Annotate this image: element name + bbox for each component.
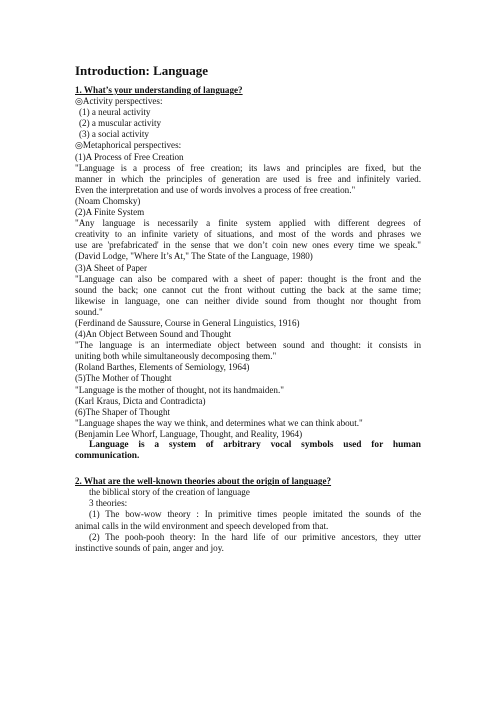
section-spacer [75,462,421,476]
quote-line: likewise in language, one can neither divide sound from thought nor thought from [75,295,421,306]
theory-count: 3 theories: [89,498,128,509]
quote-source: (Roland Barthes, Elements of Semiology, 1964) [75,362,250,373]
quote-line: use are 'prefabricated' in the sense that we don’t coin new ones every time we speak." [75,240,421,251]
theory-line: (1) The bow-wow theory : In primitive times people imitated the sounds of the [89,509,421,520]
quote-source: (Noam Chomsky) [75,195,141,206]
activity-item: (1) a neural activity [79,107,151,118]
quote-line: "Any language is necessarily a finite system applied with different degrees of [75,218,421,229]
quote-source: (Karl Kraus, Dicta and Contradicta) [75,395,206,406]
metaphor-title: (1)A Process of Free Creation [75,151,184,162]
document-body [75,85,421,554]
metaphor-title: (3)A Sheet of Paper [75,262,147,273]
quote-line: creativity to an infinite variety of situations, and most of the words and phrases we [75,229,421,240]
quote-line: "Language is the mother of thought, not its handmaiden." [75,384,284,395]
section1-heading: 1. What’s your understanding of language? [75,85,243,95]
quote-line: Even the interpretation and use of words involves a process of free creation." [75,184,356,195]
activity-item: (2) a muscular activity [79,118,162,129]
biblical-story: the biblical story of the creation of language [89,487,250,498]
quote-source: (Ferdinand de Saussure, Course in General Linguistics, 1916) [75,317,300,328]
metaphor-heading: ◎Metaphorical perspectives: [75,140,182,151]
quote-line: "The language is an intermediate object between sound and thought: it consists in [75,340,421,351]
metaphor-title: (4)An Object Between Sound and Thought [75,329,232,340]
quote-line: "Language is a process of free creation; its laws and principles are fixed, but the [75,162,421,173]
quote-line: manner in which the principles of generation are used is free and infinitely varied. [75,173,421,184]
section2-heading: 2. What are the well-known theories about the origin of language? [75,476,332,487]
language-definition: communication. [75,451,140,462]
activity-item: (3) a social activity [79,129,149,140]
quote-source: (Benjamin Lee Whorf, Language, Thought, and Reality, 1964) [75,428,303,439]
theory-line: (2) The pooh-pooh theory: In the hard life of our primitive ancestors, they utter [89,531,421,542]
quote-line: "Language can also be compared with a sheet of paper: thought is the front and the [75,273,421,284]
language-definition: Language is a system of arbitrary vocal symbols used for human [89,440,421,450]
theory-line: instinctive sounds of pain, anger and joy. [75,542,224,553]
quote-line: "Language shapes the way we think, and determines what we can think about." [75,417,363,428]
quote-line: sound the back; one cannot cut the front without cutting the back at the same time; [75,284,421,295]
quote-line: sound." [75,306,103,317]
theory-line: animal calls in the wild environment and speech developed from that. [75,520,329,531]
quote-line: uniting both while simultaneously decomposing them." [75,351,277,362]
page-title: Introduction: Language [75,63,209,78]
metaphor-title: (6)The Shaper of Thought [75,406,171,417]
metaphor-title: (5)The Mother of Thought [75,373,172,384]
activity-heading: ◎Activity perspectives: [75,96,163,107]
quote-source: (David Lodge, "Where It’s At," The State of the Language, 1980) [75,251,313,262]
metaphor-title: (2)A Finite System [75,207,145,218]
